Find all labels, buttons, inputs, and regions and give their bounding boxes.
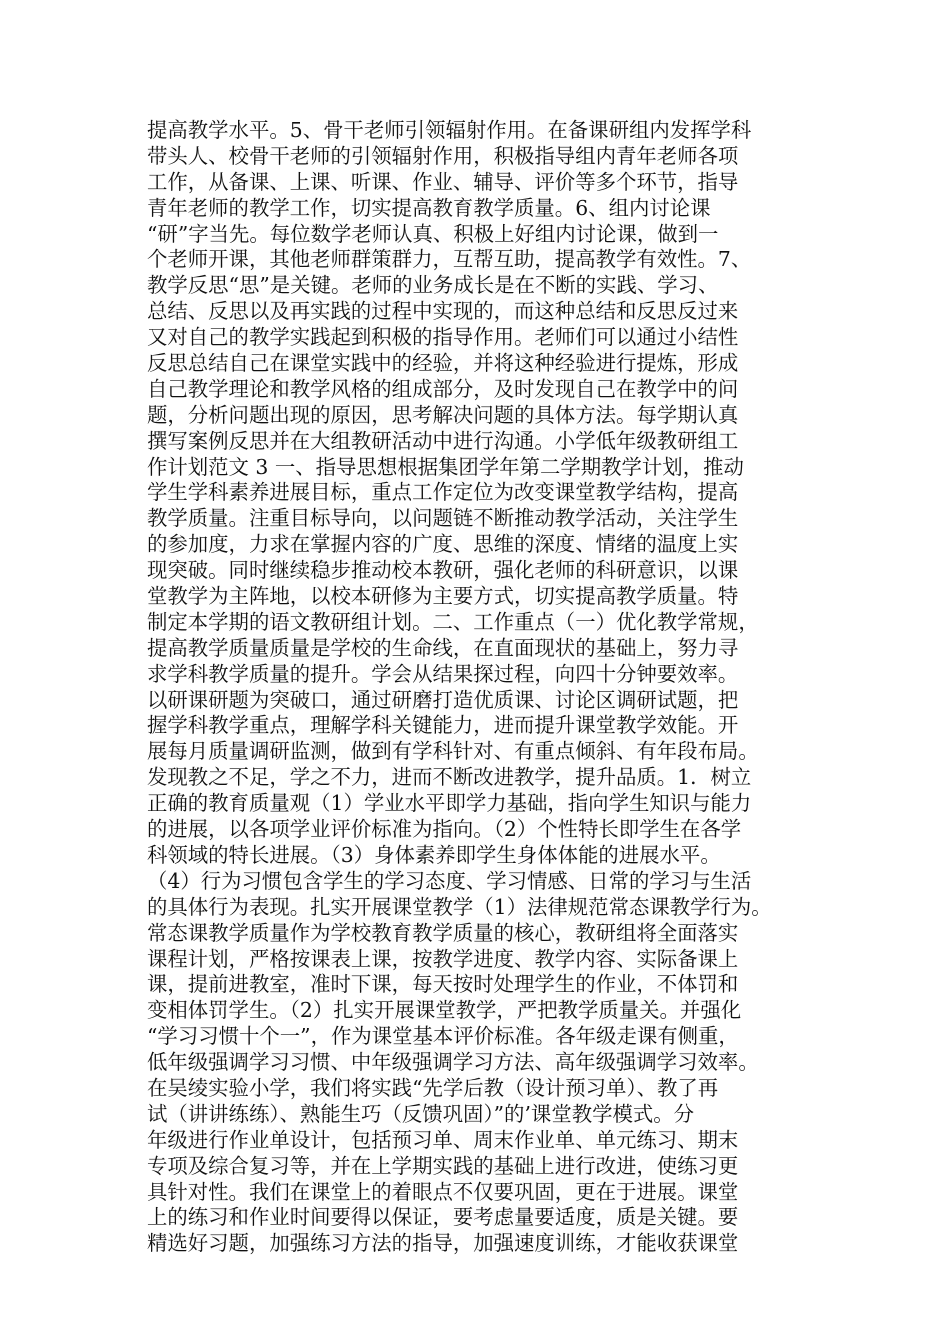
text-line: 又对自己的教学实践起到积极的指导作用。老师们可以通过小结性 xyxy=(147,325,739,350)
text-line: 堂教学为主阵地，以校本研修为主要方式，切实提高教学质量。特 xyxy=(147,584,739,609)
text-line: 的具体行为表现。扎实开展课堂教学（1）法律规范常态课教学行为。 xyxy=(147,894,772,919)
text-line: 科领域的特长进展。（3）身体素养即学生身体体能的进展水平。 xyxy=(147,842,721,867)
text-line: 年级进行作业单设计，包括预习单、周末作业单、单元练习、期末 xyxy=(147,1127,739,1152)
text-line: 求学科教学质量的提升。学会从结果探过程，向四十分钟要效率。 xyxy=(147,661,739,686)
text-line: 带头人、校骨干老师的引领辐射作用，积极指导组内青年老师各项 xyxy=(147,143,739,168)
text-line: 题，分析问题出现的原因，思考解决问题的具体方法。每学期认真 xyxy=(147,402,739,427)
text-line: 试（讲讲练练）、熟能生巧（反馈巩固）”的’课堂教学模式。分 xyxy=(147,1101,695,1126)
text-line: 在吴绫实验小学，我们将实践“先学后教（设计预习单）、教了再 xyxy=(147,1075,719,1100)
text-line: 具针对性。我们在课堂上的着眼点不仅要巩固，更在于进展。课堂 xyxy=(147,1179,739,1204)
text-line: 课，提前进教室，准时下课，每天按时处理学生的作业，不体罚和 xyxy=(147,972,739,997)
text-line: 教学质量。注重目标导向，以问题链不断推动教学活动，关注学生 xyxy=(147,506,739,531)
text-line: 发现教之不足，学之不力，进而不断改进教学，提升品质。1．树立 xyxy=(147,765,752,790)
text-line: 的参加度，力求在掌握内容的广度、思维的深度、情绪的温度上实 xyxy=(147,532,739,557)
text-line: 青年老师的教学工作，切实提高教育教学质量。6、组内讨论课 xyxy=(147,195,711,220)
text-line: “学习习惯十个一”，作为课堂基本评价标准。各年级走课有侧重， xyxy=(147,1024,739,1049)
text-line: 精选好习题，加强练习方法的指导，加强速度训练，才能收获课堂 xyxy=(147,1231,739,1256)
text-line: 课程计划，严格按课表上课，按教学进度、教学内容、实际备课上 xyxy=(147,946,739,971)
text-line: （4）行为习惯包含学生的学习态度、学习情感、日常的学习与生活 xyxy=(147,868,752,893)
text-line: 变相体罚学生。（2）扎实开展课堂教学，严把教学质量关。并强化 xyxy=(147,998,742,1023)
text-line: 提高教学水平。5、骨干老师引领辐射作用。在备课研组内发挥学科 xyxy=(147,118,752,142)
text-line: 制定本学期的语文教研组计划。二、工作重点（一）优化教学常规， xyxy=(147,609,759,634)
text-line: 上的练习和作业时间要得以保证，要考虑量要适度，质是关键。要 xyxy=(147,1205,739,1230)
text-line: 学生学科素养进展目标，重点工作定位为改变课堂教学结构，提高 xyxy=(147,480,739,505)
text-line: 握学科教学重点，理解学科关键能力，进而提升课堂教学效能。开 xyxy=(147,713,739,738)
text-line: 总结、反思以及再实践的过程中实现的，而这种总结和反思反过来 xyxy=(147,299,739,324)
text-line: 专项及综合复习等，并在上学期实践的基础上进行改进，使练习更 xyxy=(147,1153,739,1178)
text-line: 正确的教育质量观（1）学业水平即学力基础，指向学生知识与能力 xyxy=(147,791,752,816)
text-line: 撰写案例反思并在大组教研活动中进行沟通。小学低年级教研组工 xyxy=(147,428,739,453)
text-line: 作计划范文 3 一、指导思想根据集团学年第二学期教学计划，推动 xyxy=(147,454,744,479)
text-line: “研”字当先。每位数学老师认真、积极上好组内讨论课，做到一 xyxy=(147,221,719,246)
text-line: 自己教学理论和教学风格的组成部分，及时发现自己在教学中的问 xyxy=(147,376,739,401)
body-text xyxy=(147,118,817,1257)
text-line: 展每月质量调研监测，做到有学科针对、有重点倾斜、有年段布局。 xyxy=(147,739,759,764)
text-line: 的进展，以各项学业评价标准为指向。（2）个性特长即学生在各学 xyxy=(147,817,742,842)
text-line: 教学反思“思”是关键。老师的业务成长是在不断的实践、学习、 xyxy=(147,273,719,298)
text-line: 低年级强调学习习惯、中年级强调学习方法、高年级强调学习效率。 xyxy=(147,1050,759,1075)
text-line: 以研课研题为突破口，通过研磨打造优质课、讨论区调研试题，把 xyxy=(147,687,739,712)
text-line: 提高教学质量质量是学校的生命线，在直面现状的基础上，努力寻 xyxy=(147,635,739,660)
text-line: 个老师开课，其他老师群策群力，互帮互助，提高教学有效性。7、 xyxy=(147,247,752,272)
text-line: 反思总结自己在课堂实践中的经验，并将这种经验进行提炼，形成 xyxy=(147,351,739,376)
text-line: 常态课教学质量作为学校教育教学质量的核心，教研组将全面落实 xyxy=(147,920,739,945)
text-line: 工作，从备课、上课、听课、作业、辅导、评价等多个环节，指导 xyxy=(147,169,739,194)
text-line: 现突破。同时继续稳步推动校本教研，强化老师的科研意识，以课 xyxy=(147,558,739,583)
